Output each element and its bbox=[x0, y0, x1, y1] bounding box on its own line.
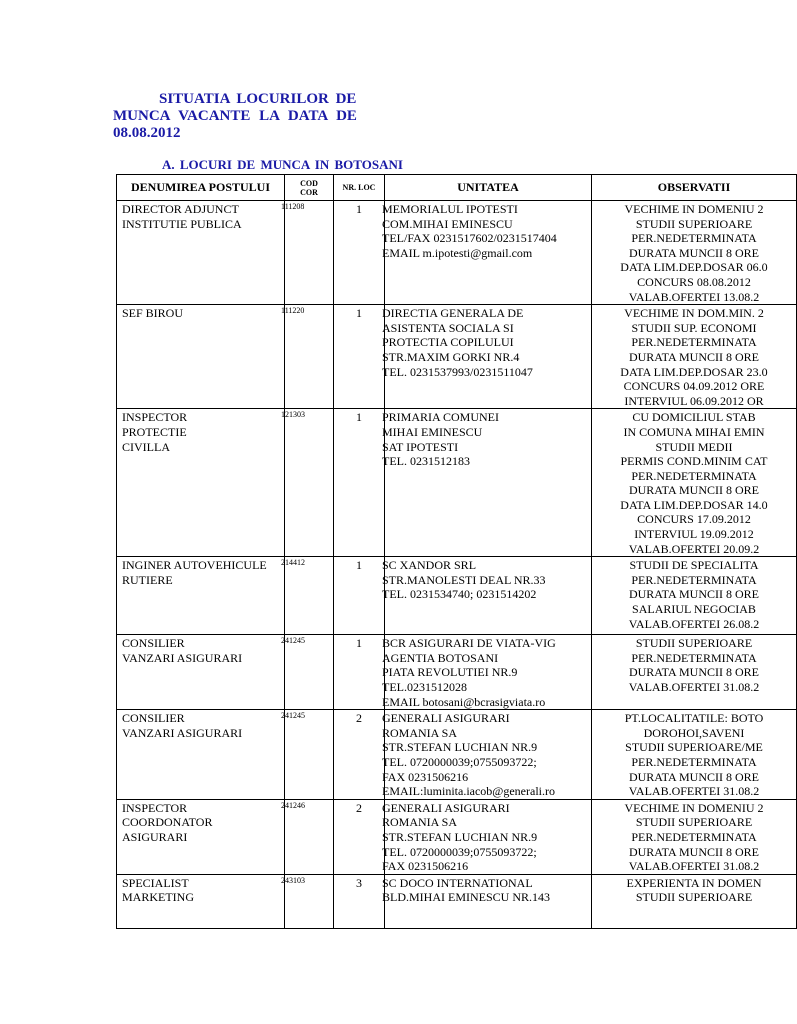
obs-line: DATA LIM.DEP.DOSAR 23.0 bbox=[620, 364, 768, 379]
unit-line: PIATA REVOLUTIEI NR.9 bbox=[382, 665, 518, 680]
cell-cod: 241245 bbox=[285, 635, 334, 710]
cell-nr: 1 bbox=[334, 201, 385, 305]
obs-line: VALAB.OFERTEI 31.08.2 bbox=[628, 784, 760, 799]
obs-line: DURATA MUNCII 8 ORE bbox=[628, 769, 760, 784]
obs-line: PER.NEDETERMINATA bbox=[631, 650, 757, 665]
unit-line: STR.MANOLESTI DEAL NR.33 bbox=[382, 572, 546, 587]
obs-line: STUDII SUPERIOARE/ME bbox=[625, 740, 763, 755]
obs-line: PER.NEDETERMINATA bbox=[631, 829, 757, 844]
cell-nr: 1 bbox=[334, 635, 385, 710]
table-row bbox=[117, 557, 797, 635]
cell-obs bbox=[592, 201, 797, 305]
obs-line: DURATA MUNCII 8 ORE bbox=[628, 245, 760, 260]
cell-cod: 241246 bbox=[285, 799, 334, 874]
cell-post: INGINER AUTOVEHICULE RUTIERE bbox=[117, 557, 285, 635]
obs-line: DURATA MUNCII 8 ORE bbox=[628, 349, 760, 364]
cell-unit bbox=[382, 305, 592, 409]
table-row bbox=[117, 305, 797, 409]
obs-line: STUDII DE SPECIALITA bbox=[629, 558, 759, 573]
cell-cod: 121303 bbox=[285, 409, 334, 557]
cell-cod: 111220 bbox=[285, 305, 334, 409]
obs-line: STUDII MEDII bbox=[655, 439, 733, 454]
unit-line: SC XANDOR SRL bbox=[382, 558, 477, 573]
obs-line: PERMIS COND.MINIM CAT bbox=[620, 454, 768, 469]
obs-line: VALAB.OFERTEI 13.08.2 bbox=[628, 289, 760, 304]
cell-nr: 1 bbox=[334, 557, 385, 635]
obs-line: DURATA MUNCII 8 ORE bbox=[628, 483, 760, 498]
title-line-3: 08.08.2012 bbox=[113, 125, 181, 141]
table-row bbox=[117, 409, 797, 557]
page-title bbox=[113, 91, 363, 142]
cell-post: CONSILIER VANZARI ASIGURARI bbox=[117, 710, 285, 800]
title-line-2: MUNCA VACANTE LA DATA DE bbox=[113, 108, 357, 124]
obs-line: DATA LIM.DEP.DOSAR 14.0 bbox=[620, 497, 768, 512]
unit-line: GENERALI ASIGURARI bbox=[382, 711, 510, 726]
cell-cod: 111208 bbox=[285, 201, 334, 305]
unit-line: EMAIL botosani@bcrasigviata.ro bbox=[382, 694, 546, 709]
cell-obs bbox=[592, 305, 797, 409]
cell-cod: 243103 bbox=[285, 874, 334, 928]
cell-nr: 2 bbox=[334, 799, 385, 874]
unit-line: TEL. 0231537993/0231511047 bbox=[382, 364, 533, 379]
obs-line: STUDII SUPERIOARE bbox=[635, 815, 753, 830]
obs-line: VECHIME IN DOMENIU 2 bbox=[624, 202, 764, 216]
cell-nr: 1 bbox=[334, 409, 385, 557]
unit-line: PROTECTIA COPILULUI bbox=[382, 335, 514, 350]
unit-line: EMAIL m.ipotesti@gmail.com bbox=[382, 245, 533, 260]
unit-line: DIRECTIA GENERALA DE bbox=[382, 306, 524, 321]
unit-line: TEL. 0720000039;0755093722; bbox=[382, 755, 537, 769]
obs-line: CONCURS 08.08.2012 bbox=[637, 274, 751, 289]
unit-line: STR.STEFAN LUCHIAN NR.9 bbox=[382, 740, 538, 755]
obs-line: VECHIME IN DOMENIU 2 bbox=[624, 800, 764, 815]
unit-line: FAX 0231506216 bbox=[382, 769, 469, 784]
unit-line: MIHAI EMINESCU bbox=[382, 424, 483, 439]
cell-post: INSPECTOR PROTECTIE CIVILLA bbox=[117, 409, 285, 557]
obs-line: STUDII SUPERIOARE bbox=[635, 216, 753, 231]
unit-line: ROMANIA SA bbox=[382, 725, 458, 740]
obs-line: CU DOMICILIUL STAB bbox=[632, 410, 756, 425]
unit-line: ROMANIA SA bbox=[382, 815, 458, 830]
header-cod-label: COD COR bbox=[300, 178, 318, 197]
cell-cod: 241245 bbox=[285, 710, 334, 800]
cell-obs bbox=[592, 557, 797, 635]
obs-line: PER.NEDETERMINATA bbox=[631, 231, 757, 246]
unit-line: FAX 0231506216 bbox=[382, 859, 469, 874]
table-header-row bbox=[117, 175, 797, 201]
header-nr: NR. LOC bbox=[334, 175, 385, 201]
cell-post: DIRECTOR ADJUNCT INSTITUTIE PUBLICA bbox=[117, 201, 285, 305]
unit-line: EMAIL:luminita.iacob@generali.ro bbox=[382, 784, 555, 799]
cell-post: CONSILIER VANZARI ASIGURARI bbox=[117, 635, 285, 710]
cell-unit bbox=[382, 557, 592, 635]
title-line-1: SITUATIA LOCURILOR DE bbox=[159, 91, 357, 107]
unit-line: PRIMARIA COMUNEI bbox=[382, 410, 500, 425]
header-unit: UNITATEA bbox=[385, 175, 592, 201]
obs-line: DURATA MUNCII 8 ORE bbox=[628, 844, 760, 859]
obs-line: DATA LIM.DEP.DOSAR 06.0 bbox=[620, 260, 768, 275]
obs-line: DOROHOI,SAVENI bbox=[643, 725, 745, 740]
table-row bbox=[117, 874, 797, 928]
table-row bbox=[117, 201, 797, 305]
table-row bbox=[117, 799, 797, 874]
cell-obs bbox=[592, 409, 797, 557]
unit-line: BLD.MIHAI EMINESCU NR.143 bbox=[382, 890, 550, 905]
unit-line: BCR ASIGURARI DE VIATA-VIG bbox=[382, 636, 556, 651]
header-cod bbox=[285, 175, 334, 201]
cell-cod: 214412 bbox=[285, 557, 334, 635]
cell-obs bbox=[592, 799, 797, 874]
unit-line: GENERALI ASIGURARI bbox=[382, 800, 510, 815]
obs-line: IN COMUNA MIHAI EMIN bbox=[623, 424, 765, 439]
section-subtitle: A. LOCURI DE MUNCA IN BOTOSANI bbox=[162, 157, 403, 172]
obs-line: SALARIUL NEGOCIAB bbox=[632, 602, 756, 617]
obs-line: DURATA MUNCII 8 ORE bbox=[628, 665, 760, 680]
obs-line: PER.NEDETERMINATA bbox=[631, 572, 757, 587]
vacancies-table bbox=[116, 174, 797, 929]
unit-line: COM.MIHAI EMINESCU bbox=[382, 216, 513, 231]
obs-line: VALAB.OFERTEI 20.09.2 bbox=[628, 541, 760, 556]
cell-post: SPECIALIST MARKETING bbox=[117, 874, 285, 928]
cell-unit bbox=[382, 874, 592, 928]
unit-line: STR.STEFAN LUCHIAN NR.9 bbox=[382, 829, 538, 844]
obs-line: DURATA MUNCII 8 ORE bbox=[628, 587, 760, 602]
obs-line: INTERVIUL 19.09.2012 bbox=[634, 527, 754, 542]
obs-line: INTERVIUL 06.09.2012 OR bbox=[624, 393, 764, 408]
cell-post: SEF BIROU bbox=[117, 305, 285, 409]
obs-line: STUDII SUPERIOARE bbox=[635, 890, 753, 905]
unit-line: ASISTENTA SOCIALA SI bbox=[382, 320, 514, 335]
unit-line: AGENTIA BOTOSANI bbox=[382, 650, 499, 665]
cell-obs bbox=[592, 710, 797, 800]
obs-line: VALAB.OFERTEI 31.08.2 bbox=[628, 859, 760, 874]
cell-nr: 1 bbox=[334, 305, 385, 409]
cell-obs bbox=[592, 874, 797, 928]
unit-line: TEL/FAX 0231517602/0231517404 bbox=[382, 231, 557, 246]
obs-line: PER.NEDETERMINATA bbox=[631, 468, 757, 483]
obs-line: CONCURS 17.09.2012 bbox=[637, 512, 751, 527]
unit-line: MEMORIALUL IPOTESTI bbox=[382, 202, 518, 216]
header-post: DENUMIREA POSTULUI bbox=[117, 175, 285, 201]
unit-line: TEL. 0231512183 bbox=[382, 454, 470, 469]
obs-line: PER.NEDETERMINATA bbox=[631, 335, 757, 350]
cell-unit bbox=[382, 710, 592, 800]
cell-obs bbox=[592, 635, 797, 710]
obs-line: PT.LOCALITATILE: BOTO bbox=[624, 711, 764, 726]
unit-line: SAT IPOTESTI bbox=[382, 439, 459, 454]
table-row bbox=[117, 710, 797, 800]
unit-line: STR.MAXIM GORKI NR.4 bbox=[382, 349, 520, 364]
obs-line: VECHIME IN DOM.MIN. 2 bbox=[624, 306, 764, 321]
obs-line: VALAB.OFERTEI 31.08.2 bbox=[628, 680, 760, 695]
header-obs: OBSERVATII bbox=[592, 175, 797, 201]
cell-unit bbox=[382, 409, 592, 557]
obs-line: PER.NEDETERMINATA bbox=[631, 755, 757, 769]
unit-line: TEL. 0231534740; 0231514202 bbox=[382, 587, 537, 602]
cell-unit bbox=[382, 201, 592, 305]
table-row bbox=[117, 635, 797, 710]
cell-nr: 2 bbox=[334, 710, 385, 800]
obs-line: VALAB.OFERTEI 26.08.2 bbox=[628, 616, 760, 631]
cell-post: INSPECTOR COORDONATOR ASIGURARI bbox=[117, 799, 285, 874]
unit-line: TEL. 0720000039;0755093722; bbox=[382, 844, 537, 859]
obs-line: EXPERIENTA IN DOMEN bbox=[626, 875, 762, 890]
cell-unit bbox=[382, 635, 592, 710]
obs-line: STUDII SUP. ECONOMI bbox=[631, 320, 757, 335]
cell-unit bbox=[382, 799, 592, 874]
unit-line: TEL.0231512028 bbox=[382, 680, 467, 695]
obs-line: CONCURS 04.09.2012 ORE bbox=[623, 379, 765, 394]
unit-line: SC DOCO INTERNATIONAL bbox=[382, 875, 533, 890]
obs-line: STUDII SUPERIOARE bbox=[635, 636, 753, 651]
cell-nr: 3 bbox=[334, 874, 385, 928]
